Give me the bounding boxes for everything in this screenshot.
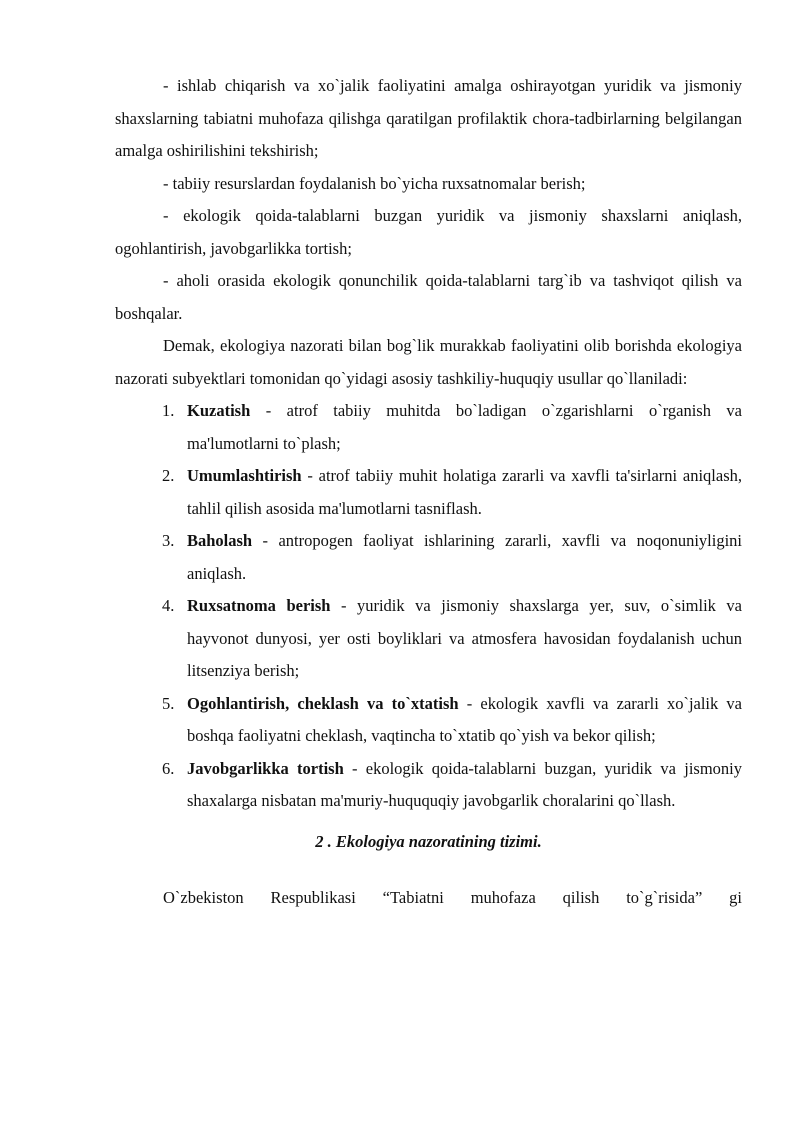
intro-paragraph: Demak, ekologiya nazorati bilan bog`lik murakkab faoliyatini olib borishda ekologiya nazorati subyektlari tomonidan qo`yidagi asosiy tashkiliy-huquqiy usullar qo`llaniladi:	[115, 336, 742, 388]
method-term: Umumlashtirish	[187, 466, 302, 485]
method-number: 2.	[162, 466, 175, 485]
method-number: 1.	[162, 401, 175, 420]
method-term: Ogohlantirish, cheklash va to`xtatish	[187, 693, 459, 713]
method-description: - yuridik va jismoniy shaxslarga yer, suv, o`simlik va hayvonot dunyosi, yer osti boyliklari va atmosfera havosidan foydalanish uchun litsenziya berish;	[187, 596, 742, 680]
section-title: 2 . Ekologiya nazoratining tizimi.	[315, 831, 542, 851]
method-number: 3.	[162, 531, 175, 550]
method-number: 6.	[162, 758, 175, 778]
method-description: - antropogen faoliyat ishlarining zararli, xavfli va noqonuniyligini aniqlash.	[187, 531, 742, 583]
method-term: Baholash	[187, 531, 253, 550]
methods-list	[115, 395, 742, 818]
bullet-paragraph-3: - ekologik qoida-talablarni buzgan yuridik va jismoniy shaxslarni aniqlash, ogohlantirish, javobgarlikka tortish;	[115, 206, 742, 258]
method-term: Kuzatish	[187, 401, 251, 420]
method-term: Ruxsatnoma berish	[187, 596, 331, 615]
method-number: 5.	[162, 693, 175, 713]
method-item-ogohlantirish	[115, 688, 742, 753]
method-description: - atrof tabiiy muhit holatiga zararli va xavfli ta'sirlarni aniqlash, tahlil qilish asosida ma'lumotlarni tasniflash.	[187, 466, 742, 518]
closing-paragraph: O`zbekiston Respublikasi “Tabiatni muhofaza qilish to`g`risida” gi	[163, 888, 742, 907]
document-page	[115, 70, 742, 915]
method-item-baholash	[115, 525, 742, 590]
method-term: Javobgarlikka tortish	[187, 758, 344, 778]
bullet-paragraph-2: - tabiiy resurslardan foydalanish bo`yicha ruxsatnomalar berish;	[163, 173, 586, 193]
method-item-kuzatish	[115, 395, 742, 460]
bullet-paragraph-1: - ishlab chiqarish va xo`jalik faoliyatini amalga oshirayotgan yuridik va jismoniy shaxslarning tabiatni muhofaza qilishga qaratilgan profilaktik chora-tadbirlarning belgilangan amalga oshirilishini tekshirish;	[115, 76, 742, 160]
method-number: 4.	[162, 596, 175, 615]
bullet-paragraph-4: - aholi orasida ekologik qonunchilik qoida-talablarni targ`ib va tashviqot qilish va boshqalar.	[115, 271, 742, 323]
method-description: - ekologik qoida-talablarni buzgan, yuridik va jismoniy shaxalarga nisbatan ma'muriy-huququqiy javobgarlik choralarini qo`llash.	[187, 758, 742, 810]
method-item-javobgarlik	[115, 753, 742, 818]
method-description: - ekologik xavfli va zararli xo`jalik va boshqa faoliyatni cheklash, vaqtincha to`xtatib qo`yish va bekor qilish;	[187, 693, 742, 745]
method-item-umumlashtirish	[115, 460, 742, 525]
method-description: - atrof tabiiy muhitda bo`ladigan o`zgarishlarni o`rganish va ma'lumotlarni to`plash;	[187, 401, 742, 453]
method-item-ruxsatnoma	[115, 590, 742, 688]
